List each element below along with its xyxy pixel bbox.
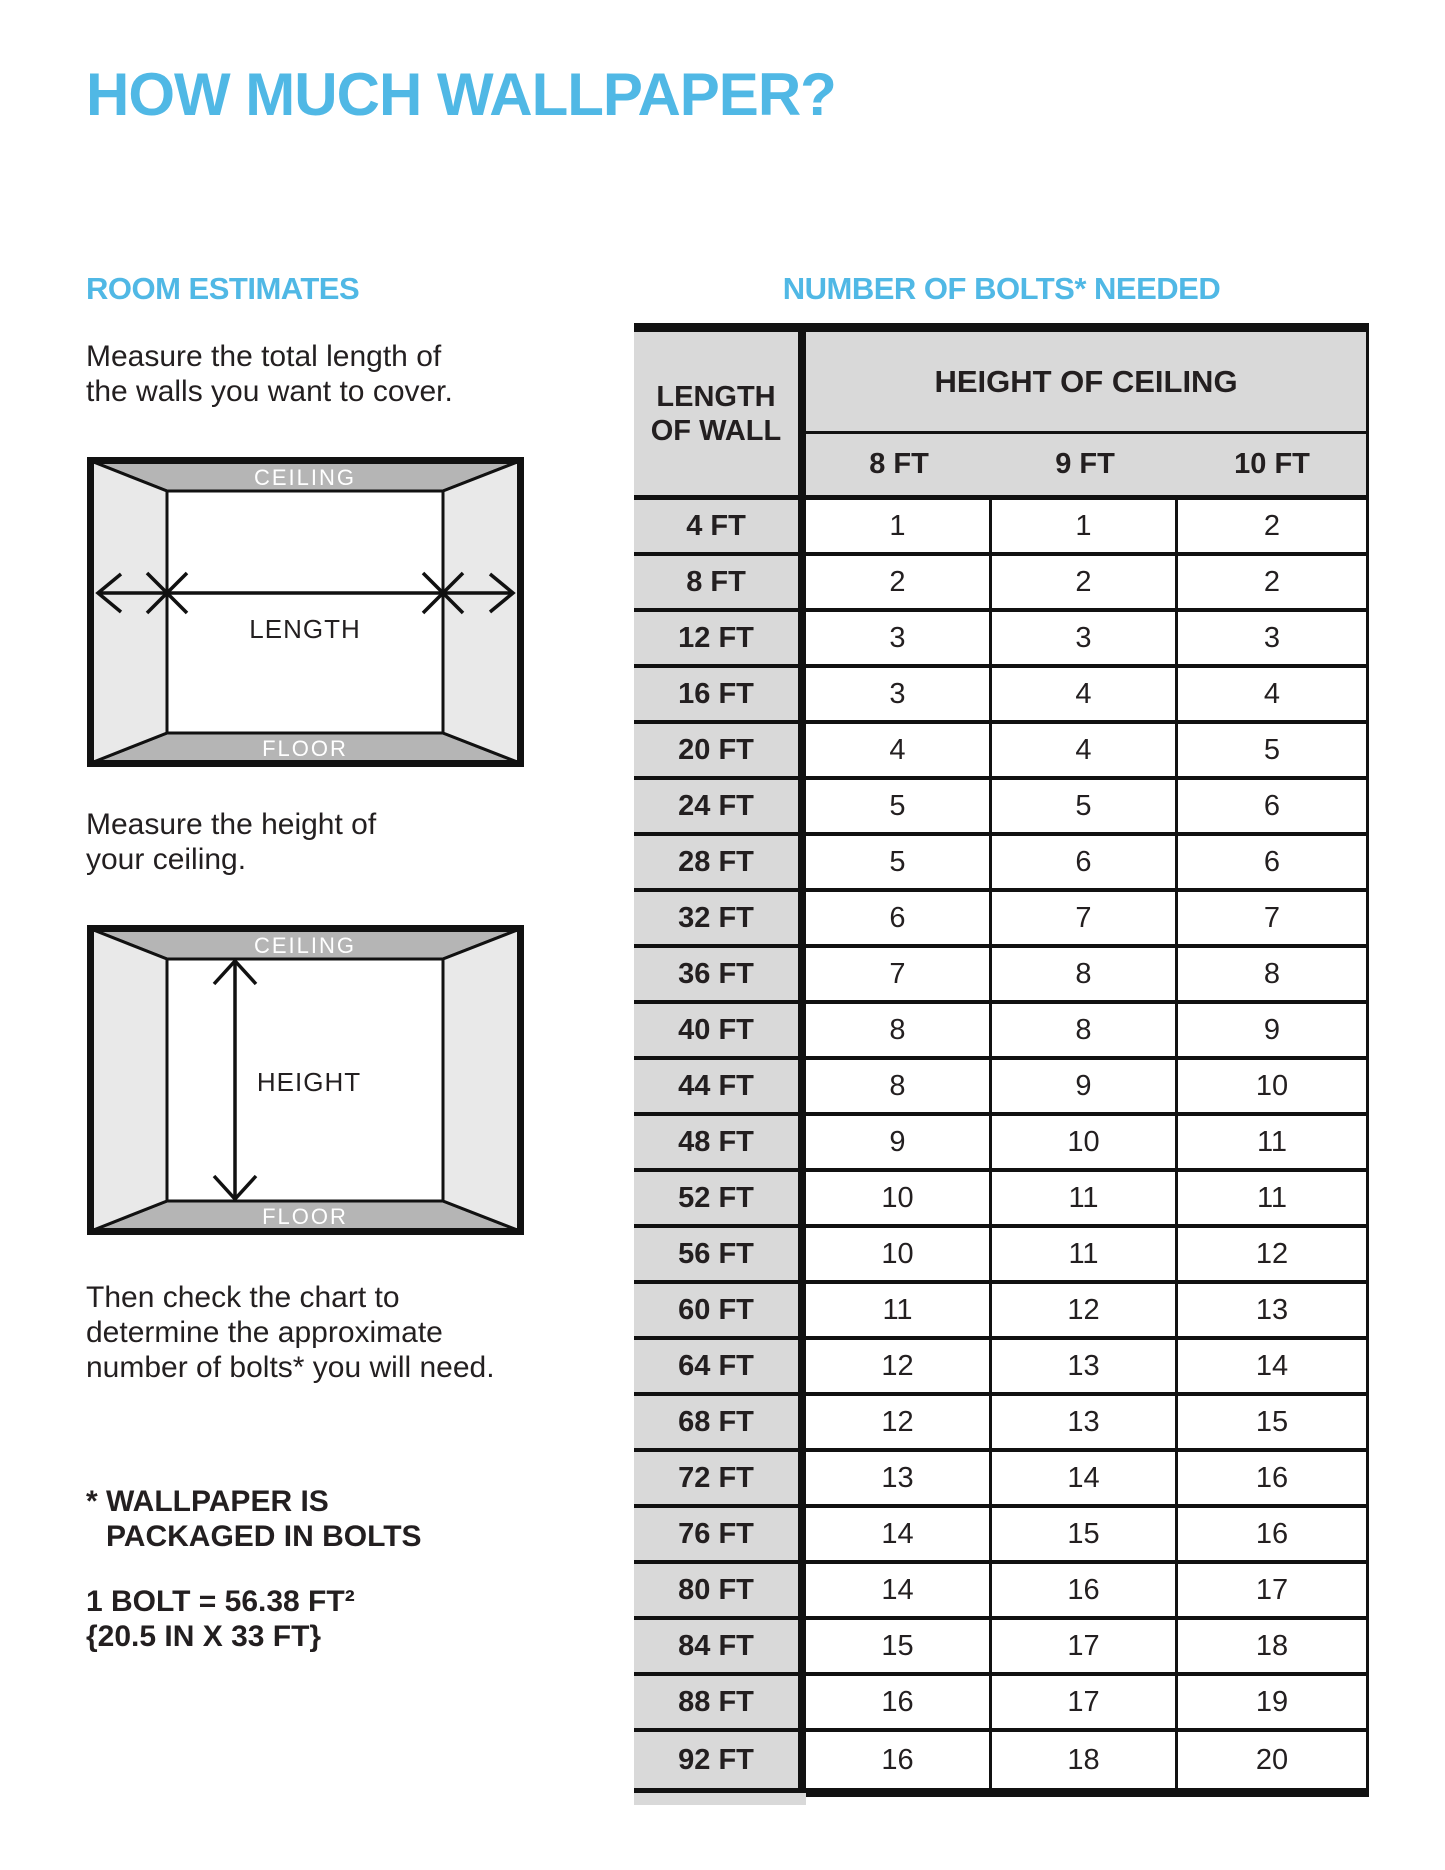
- table-row: [634, 1060, 1369, 1116]
- row-length-label: 76 FT: [634, 1508, 806, 1560]
- bolt-count-cell: 16: [1178, 1508, 1369, 1560]
- bolt-count-cell: 14: [806, 1564, 992, 1616]
- bolt-count-cell: 10: [992, 1116, 1178, 1168]
- bolt-count-cell: 17: [1178, 1564, 1369, 1616]
- bolt-count-cell: 5: [806, 836, 992, 888]
- bolt-count-cell: 6: [1178, 780, 1369, 832]
- row-length-label: 64 FT: [634, 1340, 806, 1392]
- bolt-count-cell: 11: [1178, 1116, 1369, 1168]
- room-height-diagram: [87, 925, 524, 1235]
- table-row: [634, 1004, 1369, 1060]
- bolt-count-cell: 4: [1178, 668, 1369, 720]
- bolt-count-cell: 16: [1178, 1452, 1369, 1504]
- bolt-count-cell: 15: [992, 1508, 1178, 1560]
- bolt-count-cell: 3: [1178, 612, 1369, 664]
- bolt-count-cell: 1: [992, 500, 1178, 552]
- footnote-line: PACKAGED IN BOLTS: [106, 1520, 422, 1553]
- bolt-count-cell: 9: [806, 1116, 992, 1168]
- bolt-count-cell: 8: [1178, 948, 1369, 1000]
- row-length-label: 4 FT: [634, 500, 806, 552]
- bolt-count-cell: 12: [806, 1340, 992, 1392]
- bolt-count-cell: 13: [992, 1396, 1178, 1448]
- ceiling-header-group: [806, 332, 1369, 500]
- floor-label: FLOOR: [262, 736, 348, 761]
- bolt-count-cell: 8: [806, 1004, 992, 1056]
- bolt-count-cell: 10: [806, 1172, 992, 1224]
- table-row: [634, 948, 1369, 1004]
- row-length-label: 32 FT: [634, 892, 806, 944]
- bolt-count-cell: 7: [992, 892, 1178, 944]
- bolt-count-cell: 11: [1178, 1172, 1369, 1224]
- bolt-count-cell: 7: [1178, 892, 1369, 944]
- bolt-count-cell: 7: [806, 948, 992, 1000]
- bolt-count-cell: 12: [1178, 1228, 1369, 1280]
- row-length-label: 36 FT: [634, 948, 806, 1000]
- table-row: [634, 1676, 1369, 1732]
- bolt-count-cell: 11: [806, 1284, 992, 1336]
- bolt-definition-line: {20.5 IN X 33 FT}: [86, 1620, 322, 1653]
- instruction-line: your ceiling.: [86, 843, 247, 876]
- ceiling-label: CEILING: [253, 933, 357, 958]
- bolt-count-cell: 10: [1178, 1060, 1369, 1112]
- instruction-line: Then check the chart to: [86, 1281, 400, 1314]
- bolt-count-cell: 12: [806, 1396, 992, 1448]
- row-length-label: 28 FT: [634, 836, 806, 888]
- bolt-count-cell: 10: [806, 1228, 992, 1280]
- left-wall-surface: [91, 461, 167, 763]
- height-dimension-label: HEIGHT: [256, 1067, 362, 1097]
- instruction-measure-height: [86, 807, 376, 877]
- column-header-9ft: 9 FT: [1055, 448, 1115, 480]
- table-row: [634, 1340, 1369, 1396]
- bolt-count-cell: 11: [992, 1228, 1178, 1280]
- table-row: [634, 1172, 1369, 1228]
- row-length-label: 60 FT: [634, 1284, 806, 1336]
- bolt-count-cell: 13: [992, 1340, 1178, 1392]
- row-length-label: 40 FT: [634, 1004, 806, 1056]
- bolt-count-cell: 4: [806, 724, 992, 776]
- bolt-count-cell: 1: [806, 500, 992, 552]
- table-row: [634, 1116, 1369, 1172]
- right-wall-surface: [443, 461, 520, 763]
- table-bottom-overhang: [634, 1793, 806, 1805]
- row-length-label: 92 FT: [634, 1732, 806, 1788]
- bolt-count-cell: 3: [992, 612, 1178, 664]
- bolt-count-cell: 5: [992, 780, 1178, 832]
- bolt-count-cell: 6: [992, 836, 1178, 888]
- row-length-label: 8 FT: [634, 556, 806, 608]
- row-length-label: 24 FT: [634, 780, 806, 832]
- bolt-count-cell: 13: [806, 1452, 992, 1504]
- table-row: [634, 668, 1369, 724]
- table-row: [634, 1396, 1369, 1452]
- row-length-label: 88 FT: [634, 1676, 806, 1728]
- bolt-count-cell: 2: [1178, 556, 1369, 608]
- bolt-count-cell: 16: [806, 1676, 992, 1728]
- bolt-count-cell: 20: [1178, 1732, 1369, 1788]
- row-length-label: 84 FT: [634, 1620, 806, 1672]
- table-row: [634, 1508, 1369, 1564]
- bolt-count-cell: 2: [992, 556, 1178, 608]
- bolt-count-cell: 12: [992, 1284, 1178, 1336]
- page-title: HOW MUCH WALLPAPER?: [86, 61, 836, 128]
- table-row: [634, 1284, 1369, 1340]
- back-wall-surface: [167, 491, 443, 733]
- bolt-count-cell: 8: [806, 1060, 992, 1112]
- instruction-line: determine the approximate: [86, 1316, 443, 1349]
- bolt-count-cell: 6: [1178, 836, 1369, 888]
- footnote-line: * WALLPAPER IS: [86, 1485, 329, 1518]
- bolt-definition-line: 1 BOLT = 56.38 FT²: [86, 1585, 355, 1618]
- header-line: OF WALL: [650, 414, 782, 447]
- row-length-label: 72 FT: [634, 1452, 806, 1504]
- table-row: [634, 1228, 1369, 1284]
- bolt-count-cell: 2: [1178, 500, 1369, 552]
- bolt-count-cell: 17: [992, 1676, 1178, 1728]
- bolt-count-cell: 6: [806, 892, 992, 944]
- table-header: [634, 332, 1369, 500]
- table-row: [634, 500, 1369, 556]
- instruction-line: Measure the height of: [86, 808, 377, 841]
- bolt-count-cell: 14: [1178, 1340, 1369, 1392]
- height-of-ceiling-header: HEIGHT OF CEILING: [806, 332, 1369, 434]
- bolt-count-cell: 14: [992, 1452, 1178, 1504]
- floor-label: FLOOR: [262, 1204, 348, 1229]
- bolts-table-rows: [634, 500, 1369, 1788]
- row-length-label: 44 FT: [634, 1060, 806, 1112]
- bolt-count-cell: 11: [992, 1172, 1178, 1224]
- instruction-line: number of bolts* you will need.: [86, 1351, 495, 1384]
- bolt-count-cell: 16: [992, 1564, 1178, 1616]
- bolt-count-cell: 5: [806, 780, 992, 832]
- table-row: [634, 1564, 1369, 1620]
- table-row: [634, 612, 1369, 668]
- table-row: [634, 892, 1369, 948]
- row-length-label: 12 FT: [634, 612, 806, 664]
- table-row: [634, 1452, 1369, 1508]
- bolt-count-cell: 2: [806, 556, 992, 608]
- length-dimension-label: LENGTH: [249, 614, 361, 644]
- bolt-definition: [86, 1584, 355, 1654]
- instruction-line: Measure the total length of: [86, 340, 442, 373]
- table-row: [634, 836, 1369, 892]
- instruction-line: the walls you want to cover.: [86, 375, 453, 408]
- row-length-label: 80 FT: [634, 1564, 806, 1616]
- row-length-label: 48 FT: [634, 1116, 806, 1168]
- bolt-count-cell: 18: [1178, 1620, 1369, 1672]
- bolt-count-cell: 9: [992, 1060, 1178, 1112]
- bolt-count-cell: 14: [806, 1508, 992, 1560]
- ceiling-label: CEILING: [253, 465, 357, 490]
- bolt-count-cell: 18: [992, 1732, 1178, 1788]
- bolt-count-cell: 15: [1178, 1396, 1369, 1448]
- length-of-wall-header: [634, 332, 806, 500]
- instruction-measure-length: [86, 339, 453, 409]
- row-length-label: 16 FT: [634, 668, 806, 720]
- bolt-count-cell: 17: [992, 1620, 1178, 1672]
- ceiling-height-subheader: [806, 434, 1369, 500]
- row-length-label: 20 FT: [634, 724, 806, 776]
- bolt-count-cell: 9: [1178, 1004, 1369, 1056]
- table-row: [634, 724, 1369, 780]
- bolt-count-cell: 5: [1178, 724, 1369, 776]
- row-length-label: 56 FT: [634, 1228, 806, 1280]
- bolts-table: [634, 323, 1369, 1797]
- bolt-count-cell: 4: [992, 724, 1178, 776]
- bolt-count-cell: 4: [992, 668, 1178, 720]
- left-wall-surface: [91, 929, 167, 1231]
- bolt-count-cell: 13: [1178, 1284, 1369, 1336]
- bolt-count-cell: 19: [1178, 1676, 1369, 1728]
- table-row: [634, 780, 1369, 836]
- bolt-count-cell: 15: [806, 1620, 992, 1672]
- table-row: [634, 556, 1369, 612]
- header-line: LENGTH: [656, 380, 776, 413]
- column-header-10ft: 10 FT: [1178, 434, 1369, 495]
- room-length-diagram: [87, 457, 524, 767]
- column-header-8ft: 8 FT: [869, 448, 929, 480]
- bolt-count-cell: 3: [806, 612, 992, 664]
- instruction-check-chart: [86, 1280, 495, 1385]
- footnote-wallpaper-bolts: [86, 1484, 422, 1554]
- table-row: [634, 1732, 1369, 1788]
- table-row: [634, 1620, 1369, 1676]
- room-estimates-heading: ROOM ESTIMATES: [86, 271, 360, 306]
- bolt-count-cell: 3: [806, 668, 992, 720]
- bolts-needed-heading: NUMBER OF BOLTS* NEEDED: [782, 271, 1221, 306]
- bolt-count-cell: 8: [992, 948, 1178, 1000]
- row-length-label: 68 FT: [634, 1396, 806, 1448]
- bolt-count-cell: 8: [992, 1004, 1178, 1056]
- right-wall-surface: [443, 929, 520, 1231]
- bolt-count-cell: 16: [806, 1732, 992, 1788]
- row-length-label: 52 FT: [634, 1172, 806, 1224]
